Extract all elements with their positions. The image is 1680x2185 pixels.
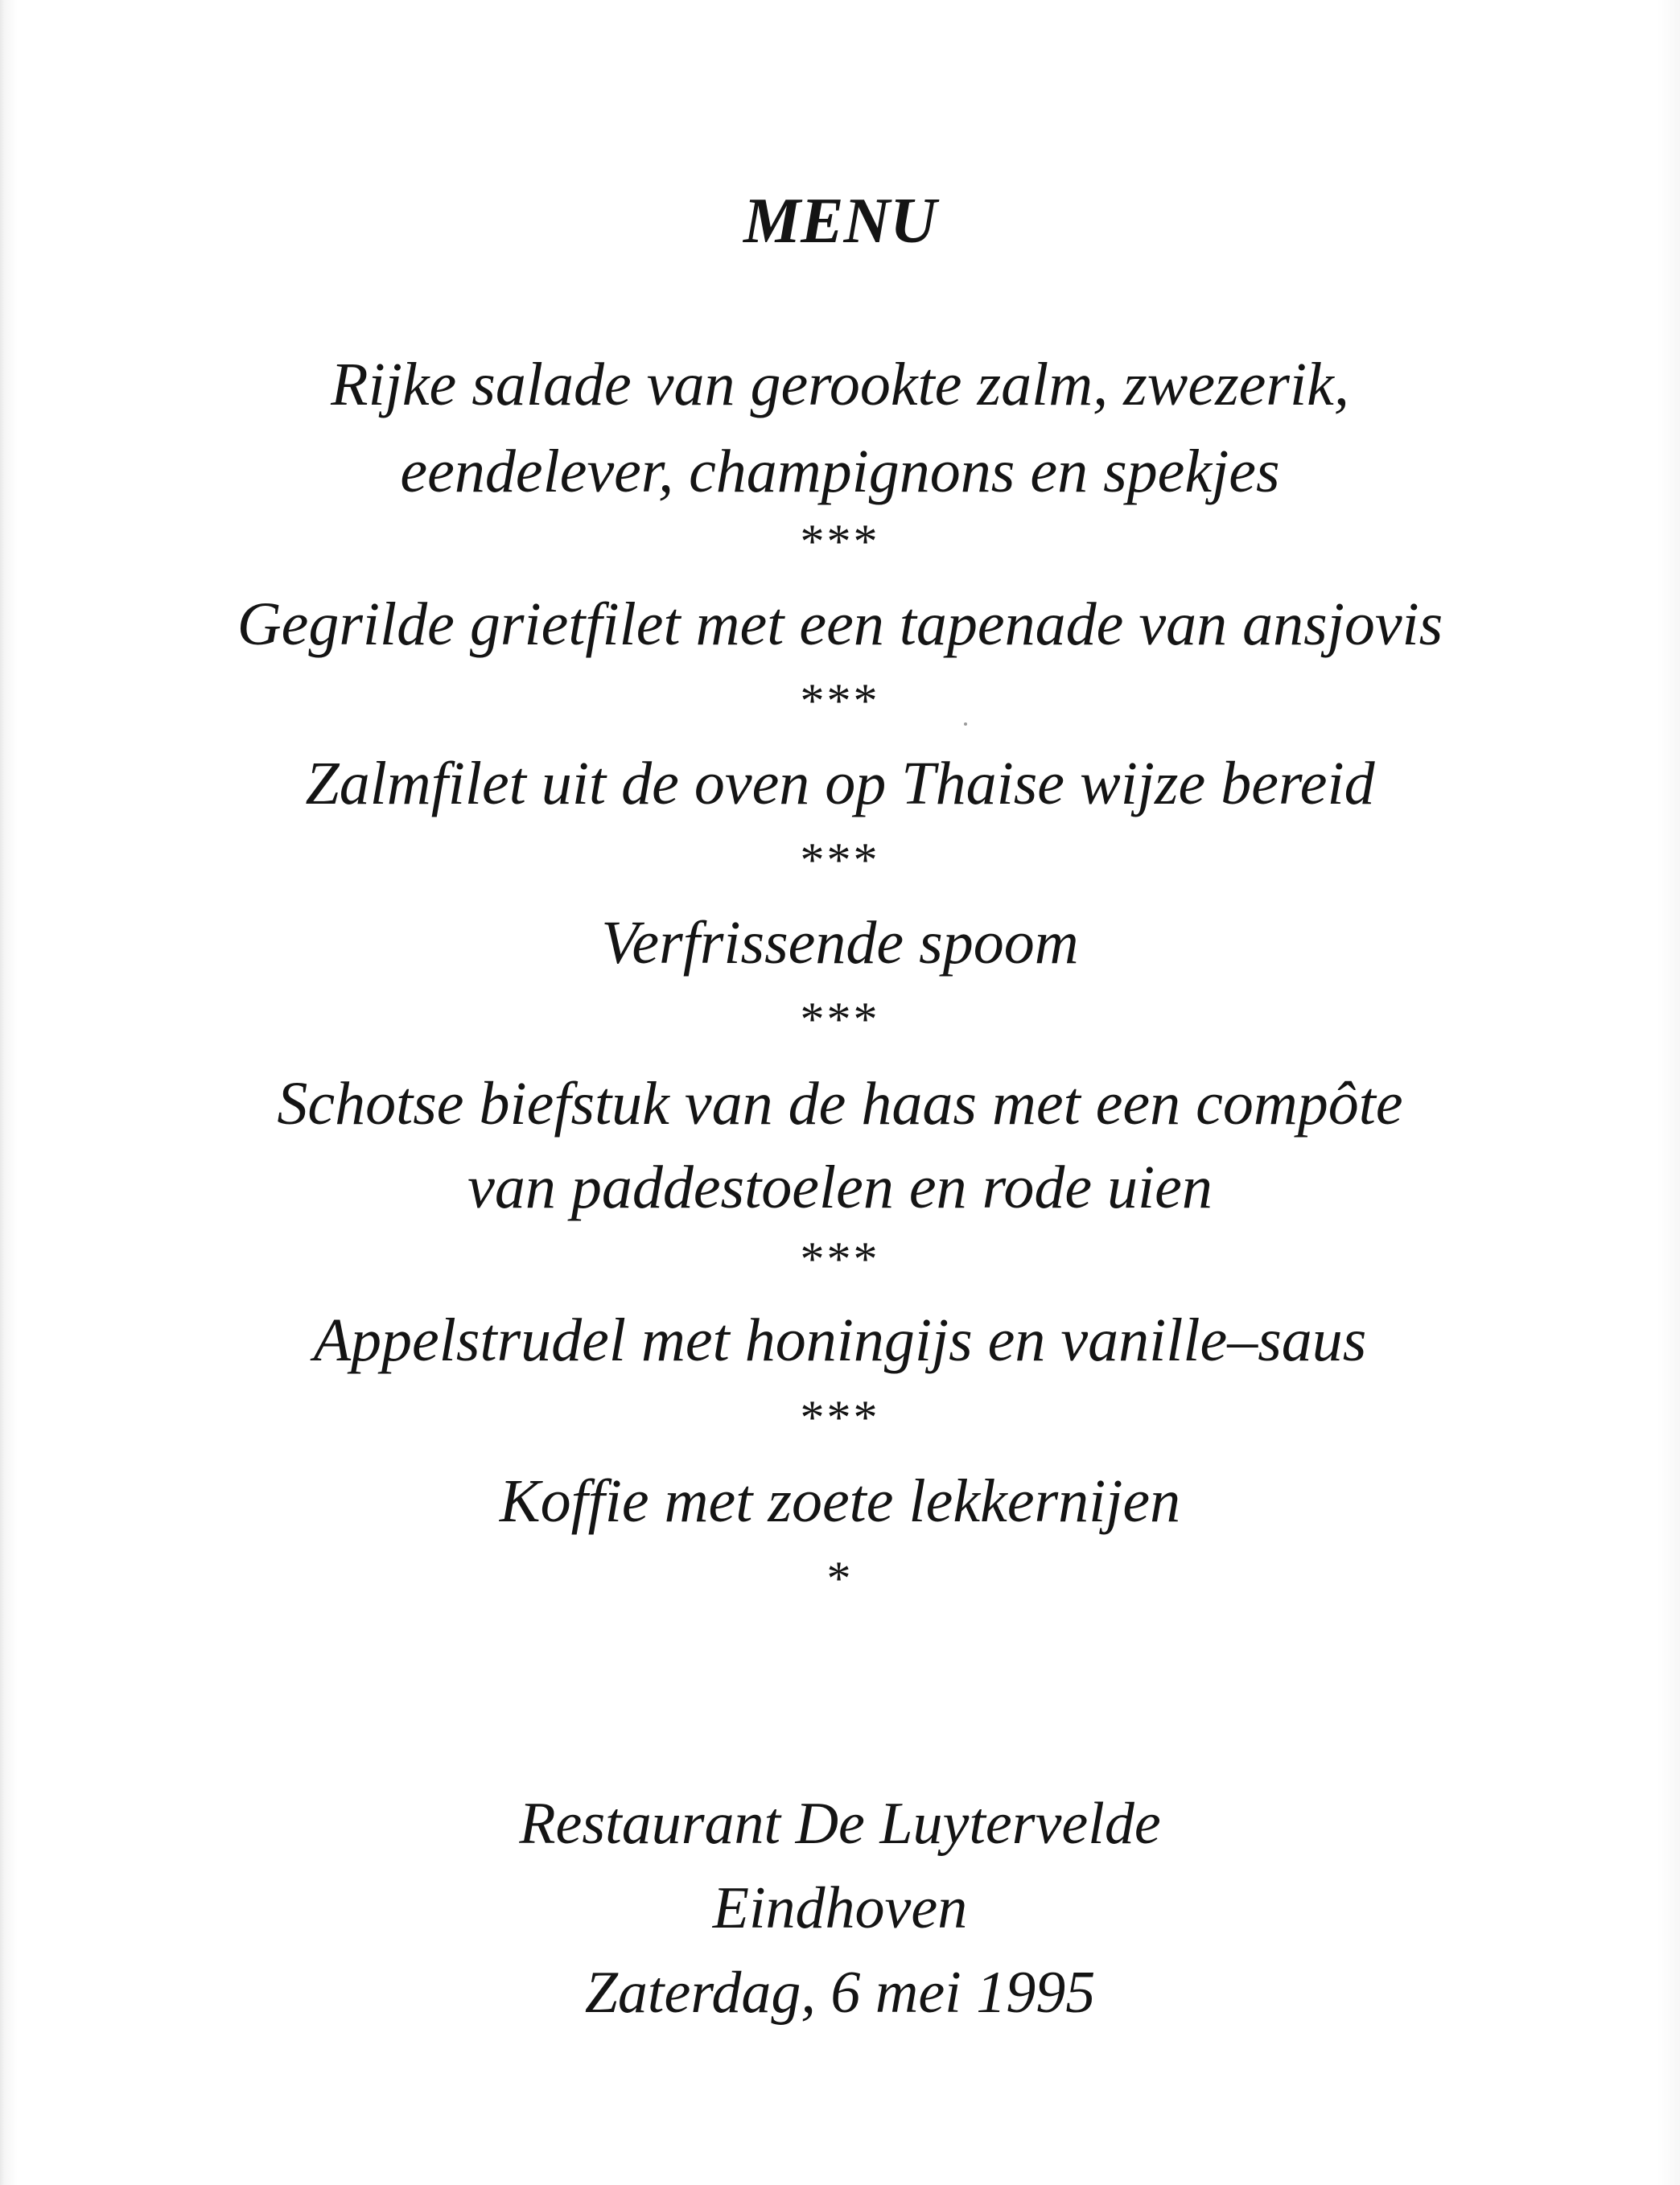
course-5-line-2: van paddestoelen en rode uien <box>467 1154 1213 1221</box>
course-separator-5: *** <box>800 1232 880 1286</box>
paper-speck <box>964 722 967 726</box>
restaurant-name: Restaurant De Luytervelde <box>519 1791 1161 1857</box>
course-3-line-1: Zalmfilet uit de oven op Thaise wijze bereid <box>305 750 1375 817</box>
course-7-line-1: Koffie met zoete lekkernijen <box>499 1467 1181 1535</box>
course-5-line-1: Schotse biefstuk van de haas met een compôte <box>277 1070 1403 1138</box>
course-separator-6: *** <box>800 1391 880 1444</box>
course-separator-4: *** <box>800 993 880 1046</box>
course-1-line-2: eendelever, champignons en spekjes <box>400 438 1280 505</box>
menu-date: Zaterdag, 6 mei 1995 <box>584 1960 1096 2026</box>
course-separator-2: *** <box>800 674 880 727</box>
menu-title: MENU <box>743 186 937 257</box>
final-mark: * <box>826 1552 854 1605</box>
course-4-line-1: Verfrissende spoom <box>601 909 1079 977</box>
course-separator-1: *** <box>800 515 880 568</box>
course-2-line-1: Gegrilde grietfilet met een tapenade van ansjovis <box>237 590 1443 658</box>
restaurant-city: Eindhoven <box>712 1875 968 1941</box>
course-6-line-1: Appelstrudel met honingijs en vanille–saus <box>313 1306 1367 1374</box>
course-1-line-1: Rijke salade van gerookte zalm, zwezerik, <box>331 351 1349 418</box>
course-separator-3: *** <box>800 833 880 887</box>
